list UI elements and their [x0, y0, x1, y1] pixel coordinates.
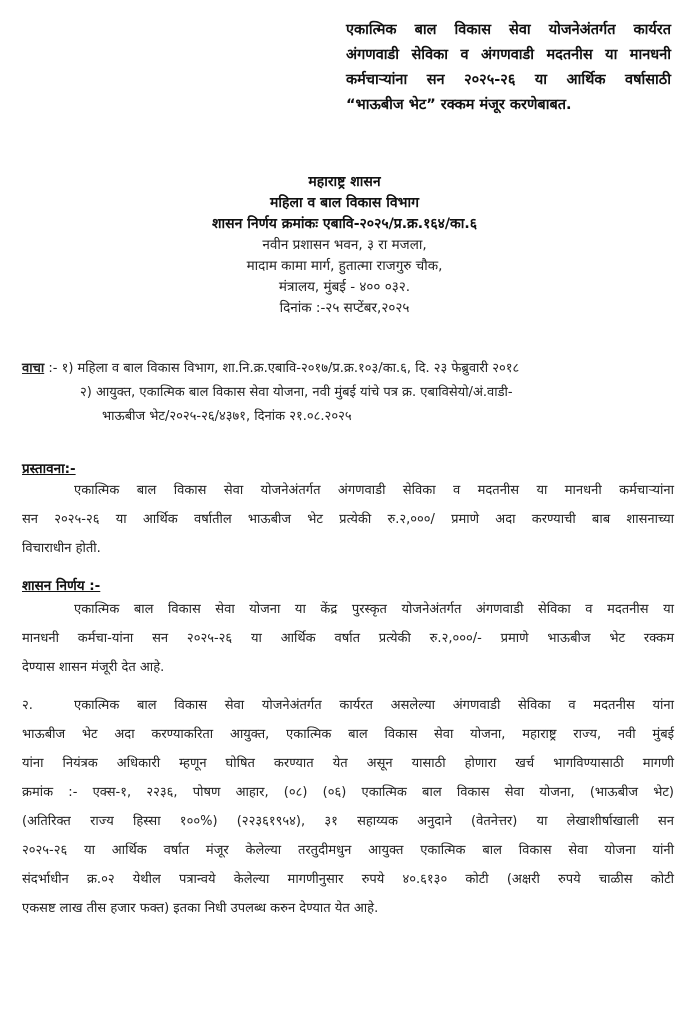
government-name: महाराष्ट्र शासन [308, 174, 381, 190]
preamble-heading: प्रस्तावना:- [22, 461, 76, 477]
subject-line: एकात्मिक बाल विकास सेवा योजनेअंतर्गत कार्यरत [346, 22, 671, 38]
paragraph-line: एकात्मिक बाल विकास सेवा योजनेअंतर्गत अंगणवाडी सेविका व मदतनीस या मानधनी कर्मचाऱ्यांना [74, 483, 674, 498]
references-separator: :- [44, 361, 62, 376]
order-date: दिनांक :-२५ सप्टेंबर,२०२५ [279, 300, 410, 316]
reference-text: भाऊबीज भेट/२०२५-२६/४३७१, दिनांक २१.०८.२०२५ [102, 409, 352, 424]
paragraph-line: मानधनी कर्मचा-यांना सन २०२५-२६ या आर्थिक वर्षात प्रत्येकी रु.२,०००/- प्रमाणे भाऊबीज भेट रक्कम [22, 631, 674, 646]
reference-item [22, 381, 682, 405]
subject-line: “भाऊबीज भेट” रक्कम मंजूर करणेबाबत. [346, 97, 572, 113]
paragraph-line: यांना नियंत्रक अधिकारी म्हणून घोषित करण्यात येत असून यासाठी होणारा खर्च भागविण्यासाठी मागणी [22, 756, 674, 771]
paragraph-line: सन २०२५-२६ या आर्थिक वर्षातील भाऊबीज भेट प्रत्येकी रु.२,०००/ प्रमाणे अदा करण्याची बाब शासनाच्या [22, 512, 674, 527]
preamble-paragraph [22, 476, 674, 563]
address-line: मादाम कामा मार्ग, हुतात्मा राजगुरु चौक, [246, 258, 443, 274]
order-number: शासन निर्णय क्रमांकः एबावि-२०२५/प्र.क्र.१६४/का.६ [211, 216, 478, 232]
letterhead [0, 172, 689, 319]
paragraph-line: (अतिरिक्त राज्य हिस्सा १००%) (२२३६१९५४), ३१ सहाय्यक अनुदाने (वेतनेत्तर) या लेखाशीर्षाखाली सन [22, 814, 674, 829]
paragraph-line [22, 691, 674, 720]
decision-heading: शासन निर्णय :- [22, 578, 101, 594]
paragraph-number: २. [22, 698, 33, 713]
reference-item-continuation [22, 405, 682, 429]
address-line: मंत्रालय, मुंबई - ४०० ०३२. [278, 279, 411, 295]
reference-text: २) आयुक्त, एकात्मिक बाल विकास सेवा योजना, नवी मुंबई यांचे पत्र क्र. एबाविसेयो/अं.वाडी- [80, 385, 513, 400]
paragraph-line: संदर्भाधीन क्र.०२ येथील पत्रान्वये केलेल्या मागणीनुसार रुपये ४०.६१३० कोटी (अक्षरी रुपये चाळीस कोटी [22, 872, 674, 887]
department-name: महिला व बाल विकास विभाग [270, 195, 419, 211]
reference-text: १) महिला व बाल विकास विभाग, शा.नि.क्र.एबावि-२०१७/प्र.क्र.१०३/का.६, दि. २३ फेब्रुवारी २०१८ [61, 361, 520, 376]
address-line: नवीन प्रशासन भवन, ३ रा मजला, [262, 237, 427, 253]
paragraph-line: भाऊबीज भेट अदा करण्याकरिता आयुक्त, एकात्मिक बाल विकास सेवा योजना, महाराष्ट्र राज्य, नवी मुंबई [22, 727, 674, 742]
paragraph-line: एकात्मिक बाल विकास सेवा योजना या केंद्र पुरस्कृत योजनेअंतर्गत अंगणवाडी सेविका व मदतनीस या [74, 602, 674, 617]
paragraph-line: क्रमांक :- एक्स-१, २२३६, पोषण आहार, (०८) (०६) एकात्मिक बाल विकास सेवा योजना, (भाऊबीज भेट) [22, 785, 674, 800]
reference-item [22, 357, 682, 381]
references-label: वाचा [22, 361, 45, 376]
subject-block [346, 18, 671, 118]
paragraph-line: विचाराधीन होती. [22, 541, 101, 556]
subject-line: अंगणवाडी सेविका व अंगणवाडी मदतनीस या मानधनी [346, 47, 671, 63]
paragraph-line: देण्यास शासन मंजूरी देत आहे. [22, 660, 165, 675]
paragraph-line-text: एकात्मिक बाल विकास सेवा योजनेअंतर्गत कार्यरत असलेल्या अंगणवाडी सेविका व मदतनीस यांना [74, 698, 674, 713]
decision-paragraph-2 [22, 691, 674, 923]
decision-paragraph-1 [22, 595, 674, 682]
paragraph-line: २०२५-२६ या आर्थिक वर्षात मंजूर केलेल्या तरतुदीमधुन आयुक्त एकात्मिक बाल विकास सेवा योजना यांनी [22, 843, 674, 858]
paragraph-line: एकसष्ट लाख तीस हजार फक्त) इतका निधी उपलब्ध करुन देण्यात येत आहे. [22, 901, 379, 916]
subject-line: कर्मचाऱ्यांना सन २०२५-२६ या आर्थिक वर्षासाठी [346, 72, 671, 88]
references-section [22, 357, 682, 429]
